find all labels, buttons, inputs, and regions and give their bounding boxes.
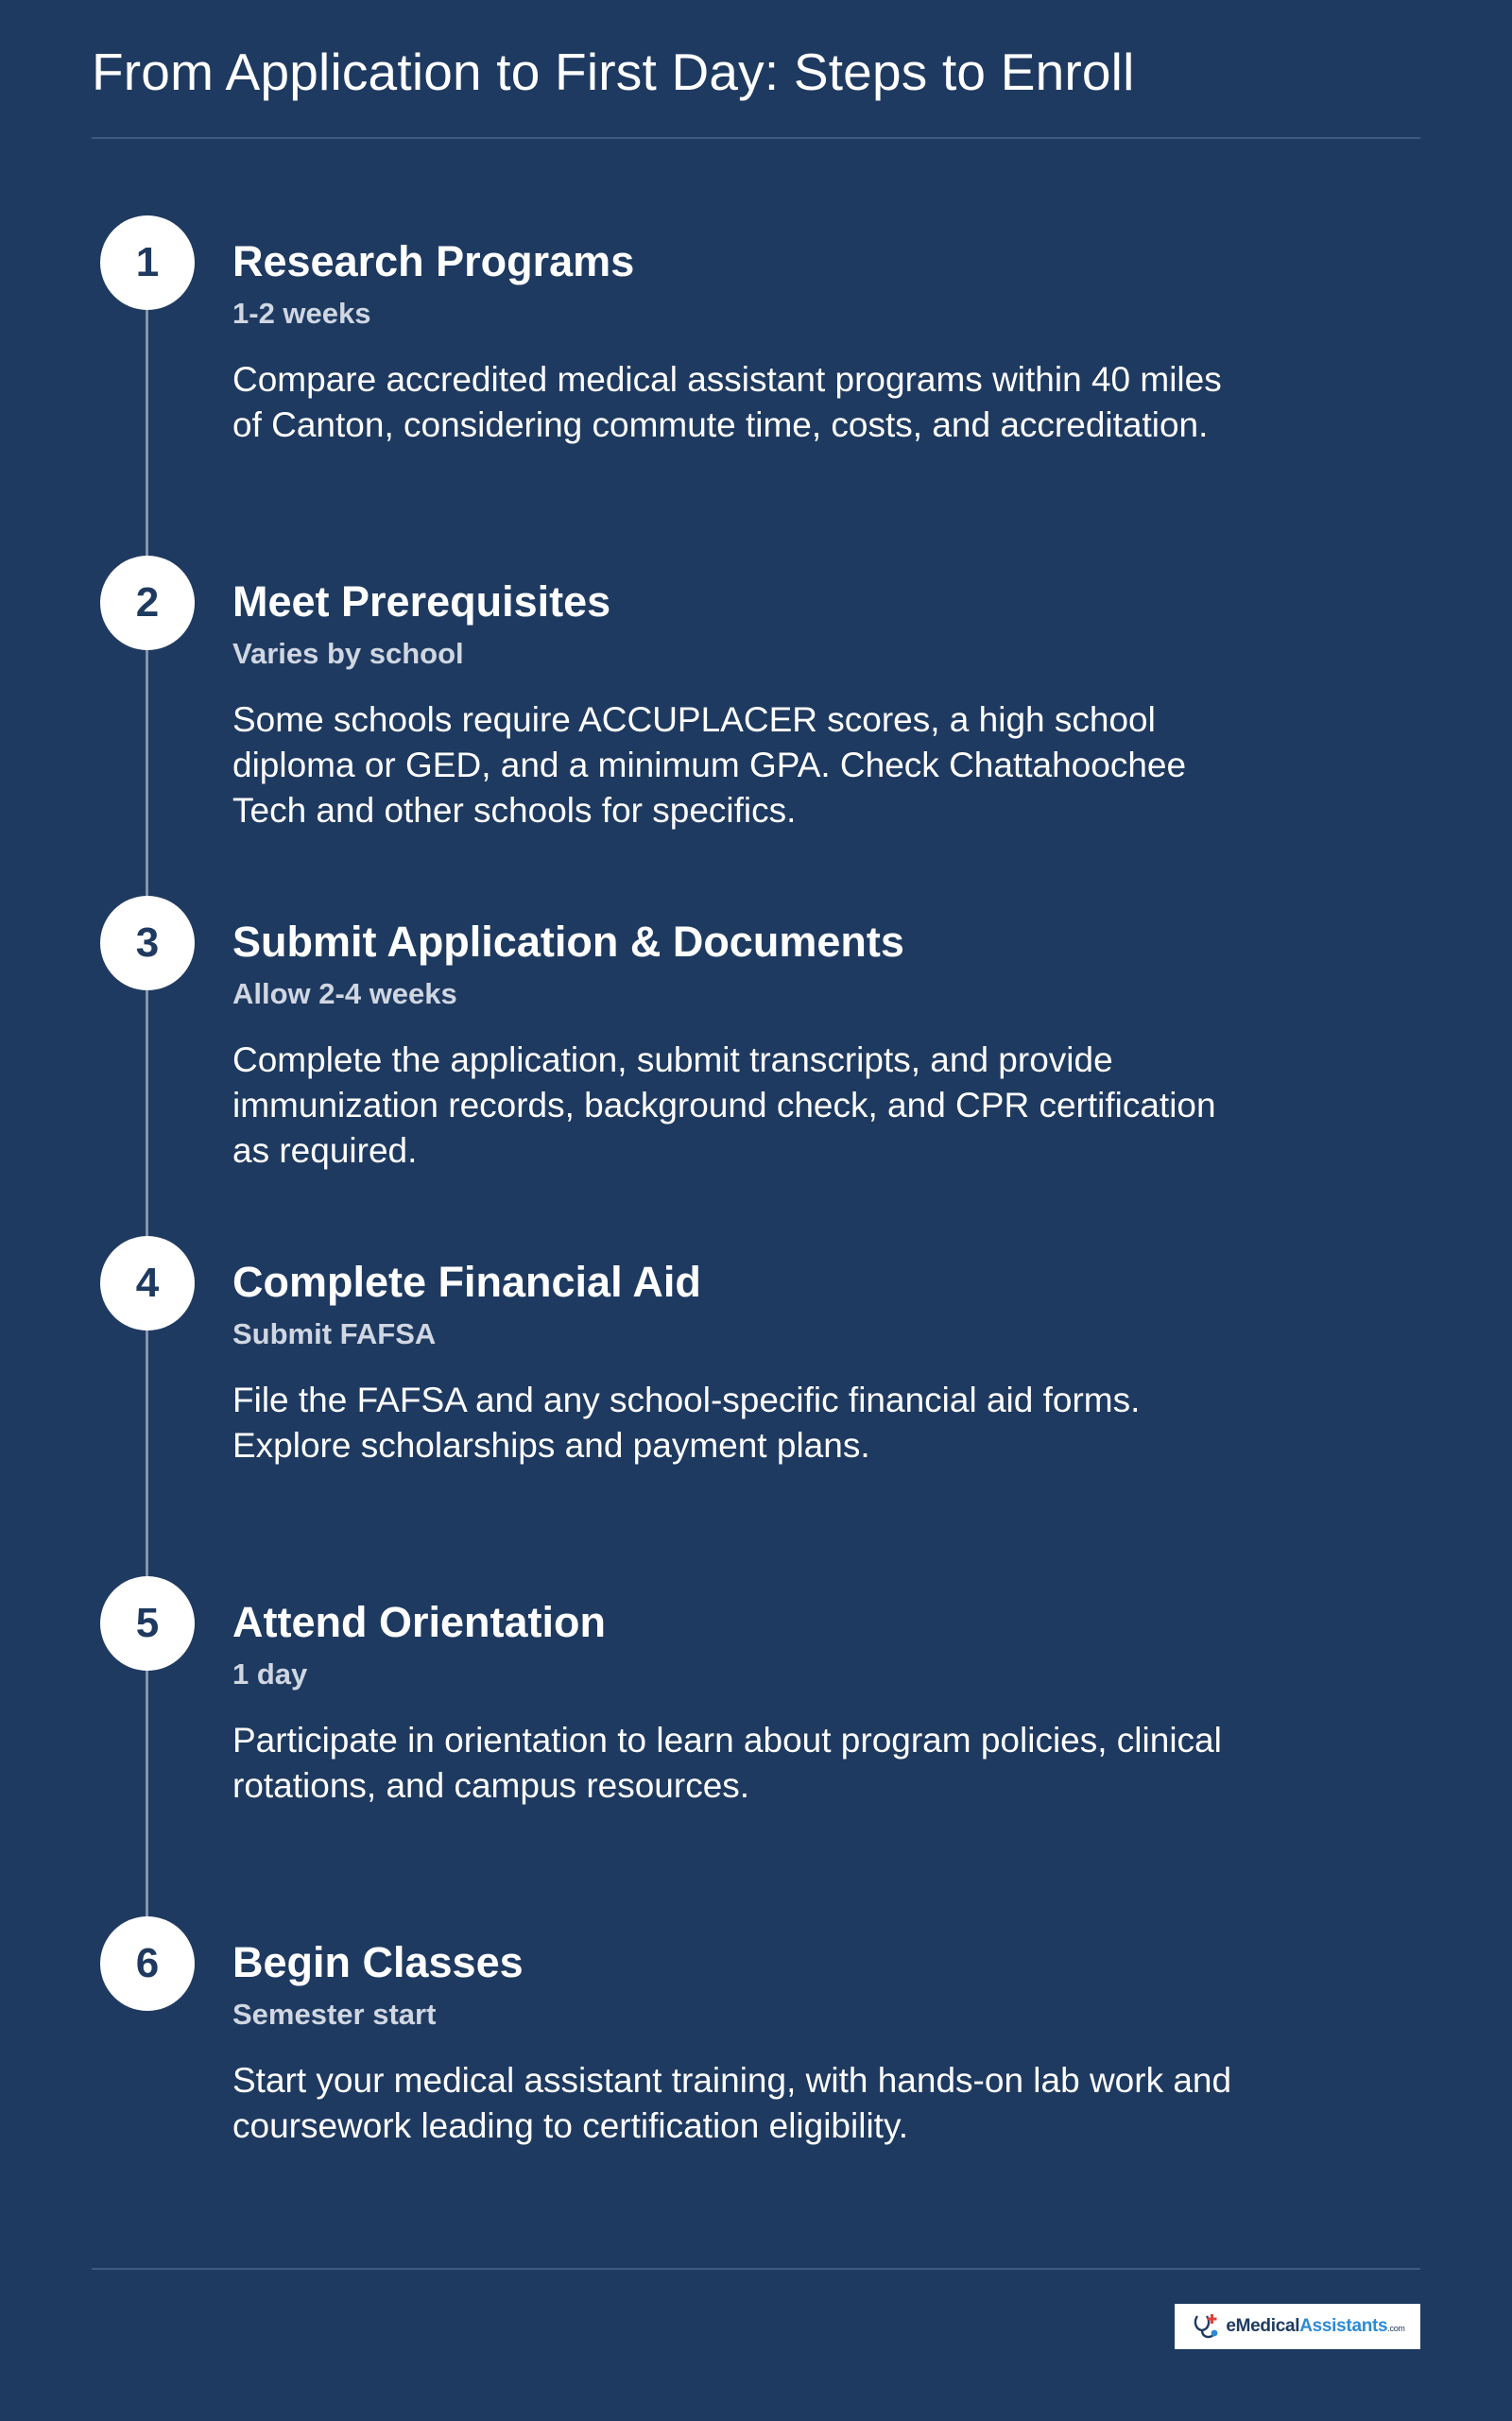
step-number-badge: 2	[100, 556, 195, 650]
step-description: Complete the application, submit transcripts, and provide immunization records, background check, and CPR certification as required.	[232, 1040, 1216, 1170]
step-1	[0, 215, 1512, 499]
step-description: Participate in orientation to learn about program policies, clinical rotations, and campus resources.	[232, 1721, 1222, 1805]
step-duration: 1-2 weeks	[232, 297, 371, 330]
step-title: Begin Classes	[232, 1938, 524, 1986]
stethoscope-icon	[1190, 2310, 1222, 2343]
step-duration: Varies by school	[232, 637, 464, 670]
step-title: Complete Financial Aid	[232, 1258, 701, 1306]
step-description: Some schools require ACCUPLACER scores, a high school diploma or GED, and a minimum GPA. Check Chattahoochee Tech and other schools for specifics.	[232, 700, 1187, 830]
step-description: File the FAFSA and any school-specific financial aid forms. Explore scholarships and payment plans.	[232, 1381, 1141, 1465]
step-title: Submit Application & Documents	[232, 918, 904, 966]
step-number-badge: 1	[100, 215, 195, 310]
step-duration: Submit FAFSA	[232, 1317, 437, 1350]
step-title: Research Programs	[232, 237, 635, 285]
step-2	[0, 556, 1512, 839]
header-divider	[92, 137, 1420, 139]
step-duration: Semester start	[232, 1998, 437, 2031]
step-6	[0, 1916, 1512, 2200]
brand-logo	[1175, 2304, 1420, 2349]
footer-divider	[92, 2268, 1420, 2270]
step-duration: Allow 2-4 weeks	[232, 977, 457, 1010]
step-duration: 1 day	[232, 1657, 308, 1691]
step-number-badge: 4	[100, 1236, 195, 1331]
page-title: From Application to First Day: Steps to Enroll	[92, 43, 1135, 101]
step-number-badge: 6	[100, 1916, 195, 2011]
step-title: Meet Prerequisites	[232, 577, 611, 626]
step-description: Start your medical assistant training, with hands-on lab work and coursework leading to certification eligibility.	[232, 2061, 1232, 2145]
step-number-badge: 3	[100, 896, 195, 990]
step-3	[0, 896, 1512, 1179]
step-title: Attend Orientation	[232, 1598, 606, 1646]
step-description: Compare accredited medical assistant programs within 40 miles of Canton, considering commute time, costs, and accreditation.	[232, 360, 1222, 444]
step-5	[0, 1576, 1512, 1860]
step-number-badge: 5	[100, 1576, 195, 1671]
logo-wordmark: eMedicalAssistants.com	[1226, 2316, 1405, 2336]
step-4	[0, 1236, 1512, 1520]
